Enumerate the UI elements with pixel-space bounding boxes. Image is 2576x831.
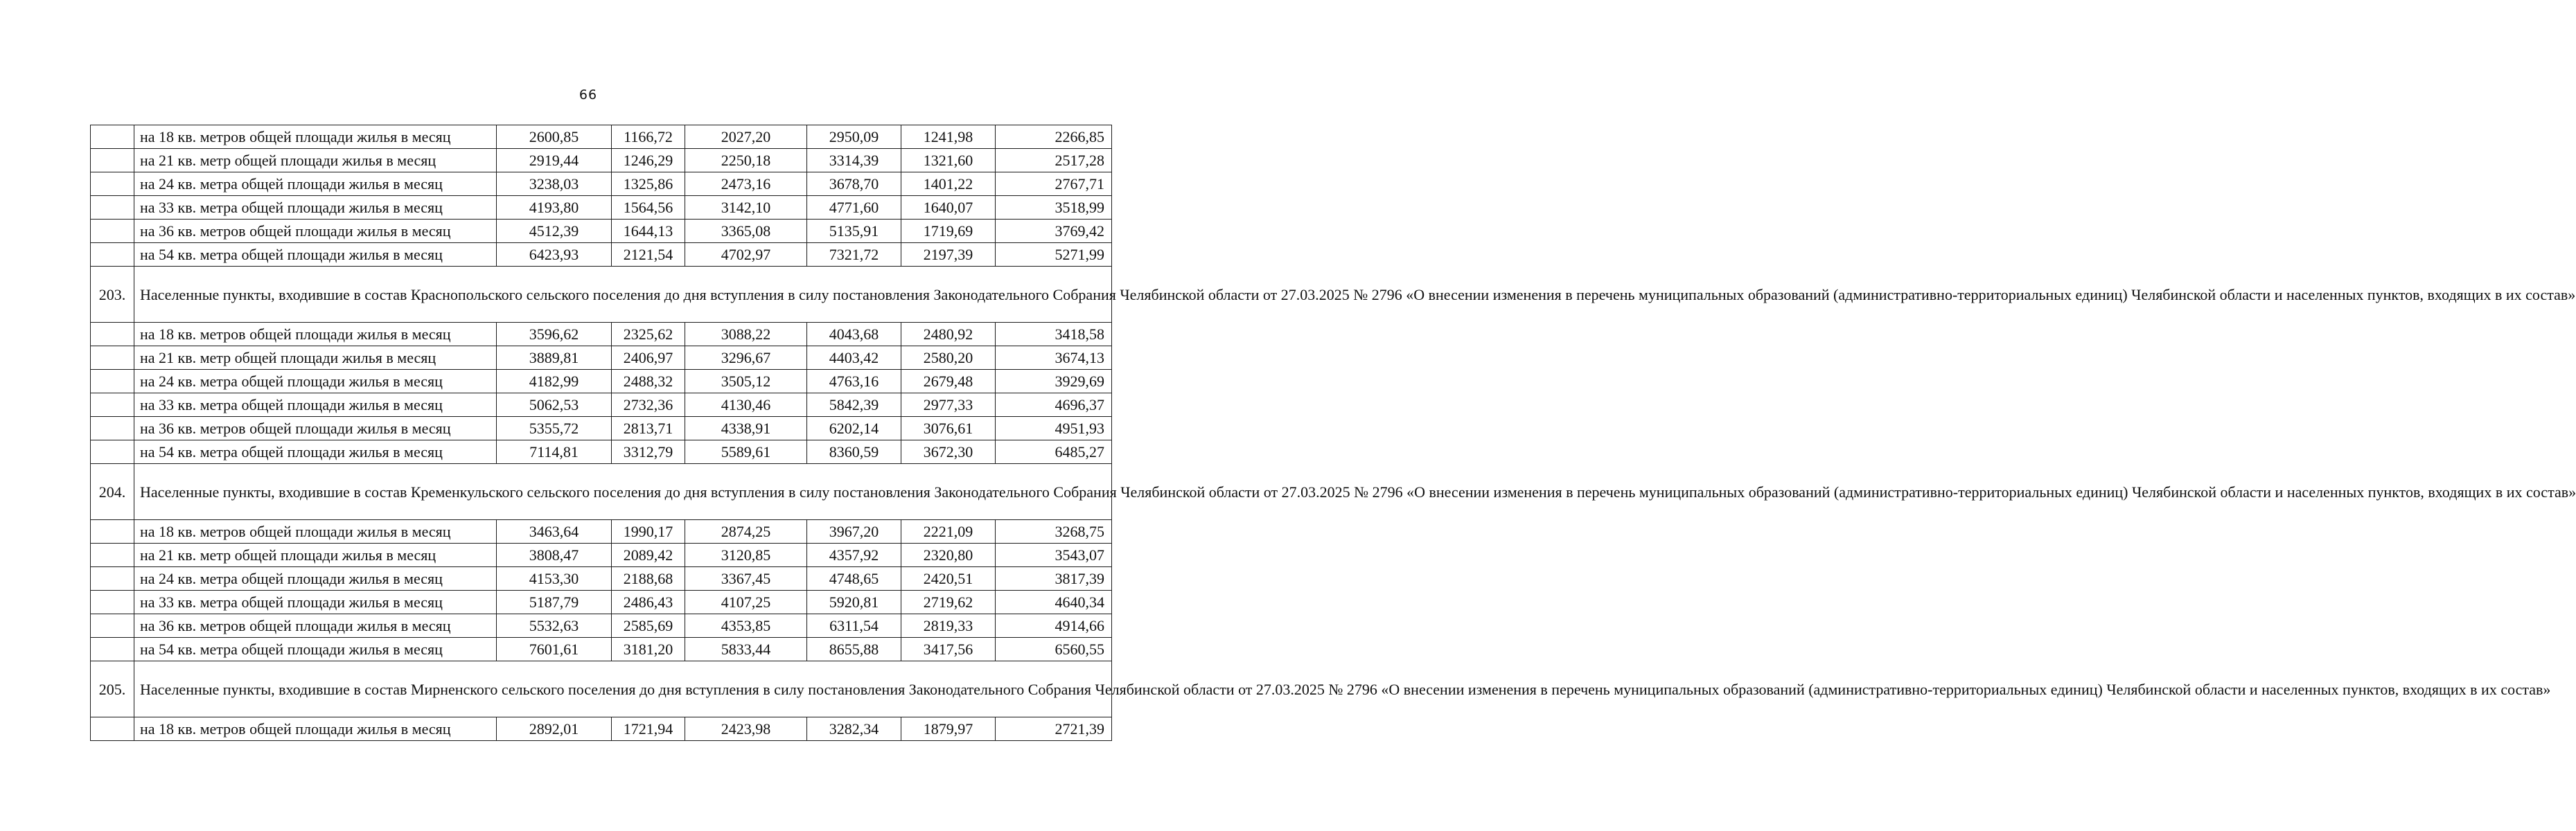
- value-cell: 6423,93: [497, 243, 612, 267]
- value-cell: 3088,22: [685, 323, 807, 346]
- value-cell: 5842,39: [807, 393, 901, 417]
- value-cell: 3518,99: [996, 196, 1112, 220]
- section-title: Населенные пункты, входившие в состав Краснопольского сельского поселения до дня вступления в силу постановления Законодательного Собрания Челябинской области от 27.03.2025 № 2796 «О внесении изменения в перечень муниципальных образований (административно-территориальных единиц) Челябинской области и населенных пунктов, входящих в их состав»: [134, 267, 1112, 323]
- value-cell: 4153,30: [497, 567, 612, 591]
- value-cell: 6485,27: [996, 440, 1112, 464]
- row-number-cell: [91, 614, 134, 638]
- value-cell: 5589,61: [685, 440, 807, 464]
- value-cell: 2488,32: [612, 370, 685, 393]
- rates-table-body: [91, 125, 2576, 741]
- row-number-cell: [91, 243, 134, 267]
- value-cell: 6202,14: [807, 417, 901, 440]
- value-cell: 2325,62: [612, 323, 685, 346]
- value-cell: 2188,68: [612, 567, 685, 591]
- value-cell: 2027,20: [685, 125, 807, 149]
- table-row: [91, 417, 1112, 440]
- value-cell: 3817,39: [996, 567, 1112, 591]
- value-cell: 5062,53: [497, 393, 612, 417]
- value-cell: 2221,09: [901, 520, 996, 544]
- value-cell: 3120,85: [685, 544, 807, 567]
- value-cell: 1721,94: [612, 717, 685, 741]
- table-row: [91, 346, 1112, 370]
- value-cell: 6311,54: [807, 614, 901, 638]
- table-row: [91, 567, 1112, 591]
- value-cell: 2732,36: [612, 393, 685, 417]
- table-row: [91, 544, 1112, 567]
- row-label: на 18 кв. метров общей площади жилья в месяц: [134, 717, 497, 741]
- value-cell: 5833,44: [685, 638, 807, 661]
- value-cell: 2089,42: [612, 544, 685, 567]
- value-cell: 5355,72: [497, 417, 612, 440]
- value-cell: 3808,47: [497, 544, 612, 567]
- table-row: [91, 638, 1112, 661]
- value-cell: 3312,79: [612, 440, 685, 464]
- row-number-cell: [91, 591, 134, 614]
- value-cell: 3674,13: [996, 346, 1112, 370]
- value-cell: 5920,81: [807, 591, 901, 614]
- section-number: 203.: [91, 267, 134, 323]
- value-cell: 3769,42: [996, 220, 1112, 243]
- row-number-cell: [91, 567, 134, 591]
- value-cell: 3417,56: [901, 638, 996, 661]
- value-cell: 5135,91: [807, 220, 901, 243]
- section-header-row: [91, 464, 1112, 520]
- value-cell: 2679,48: [901, 370, 996, 393]
- value-cell: 3314,39: [807, 149, 901, 172]
- row-label: на 33 кв. метра общей площади жилья в месяц: [134, 196, 497, 220]
- table-row: [91, 172, 1112, 196]
- row-number-cell: [91, 323, 134, 346]
- row-number-cell: [91, 393, 134, 417]
- value-cell: 4763,16: [807, 370, 901, 393]
- value-cell: 2420,51: [901, 567, 996, 591]
- value-cell: 1879,97: [901, 717, 996, 741]
- value-cell: 5532,63: [497, 614, 612, 638]
- value-cell: 3282,34: [807, 717, 901, 741]
- row-number-cell: [91, 220, 134, 243]
- row-label: на 54 кв. метра общей площади жилья в месяц: [134, 440, 497, 464]
- value-cell: 2406,97: [612, 346, 685, 370]
- value-cell: 3543,07: [996, 544, 1112, 567]
- value-cell: 2473,16: [685, 172, 807, 196]
- value-cell: 4951,93: [996, 417, 1112, 440]
- value-cell: 2266,85: [996, 125, 1112, 149]
- row-label: на 36 кв. метров общей площади жилья в месяц: [134, 614, 497, 638]
- row-number-cell: [91, 520, 134, 544]
- value-cell: 5187,79: [497, 591, 612, 614]
- value-cell: 4107,25: [685, 591, 807, 614]
- row-number-cell: [91, 544, 134, 567]
- value-cell: 4771,60: [807, 196, 901, 220]
- table-row: [91, 370, 1112, 393]
- row-label: на 21 кв. метр общей площади жилья в месяц: [134, 544, 497, 567]
- table-row: [91, 440, 1112, 464]
- value-cell: 3678,70: [807, 172, 901, 196]
- value-cell: 2423,98: [685, 717, 807, 741]
- row-number-cell: [91, 417, 134, 440]
- row-label: на 54 кв. метра общей площади жилья в месяц: [134, 638, 497, 661]
- value-cell: 3181,20: [612, 638, 685, 661]
- row-number-cell: [91, 149, 134, 172]
- value-cell: 8655,88: [807, 638, 901, 661]
- row-label: на 21 кв. метр общей площади жилья в месяц: [134, 346, 497, 370]
- section-header-row: [91, 267, 1112, 323]
- value-cell: 2480,92: [901, 323, 996, 346]
- value-cell: 2919,44: [497, 149, 612, 172]
- value-cell: 2320,80: [901, 544, 996, 567]
- value-cell: 3596,62: [497, 323, 612, 346]
- value-cell: 3365,08: [685, 220, 807, 243]
- value-cell: 2721,39: [996, 717, 1112, 741]
- value-cell: 1321,60: [901, 149, 996, 172]
- row-label: на 24 кв. метра общей площади жилья в месяц: [134, 567, 497, 591]
- value-cell: 4403,42: [807, 346, 901, 370]
- value-cell: 4914,66: [996, 614, 1112, 638]
- table-row: [91, 125, 1112, 149]
- value-cell: 8360,59: [807, 440, 901, 464]
- value-cell: 4748,65: [807, 567, 901, 591]
- value-cell: 1719,69: [901, 220, 996, 243]
- value-cell: 6560,55: [996, 638, 1112, 661]
- value-cell: 1325,86: [612, 172, 685, 196]
- rates-table: [90, 125, 2576, 741]
- value-cell: 4640,34: [996, 591, 1112, 614]
- value-cell: 3889,81: [497, 346, 612, 370]
- value-cell: 2977,33: [901, 393, 996, 417]
- value-cell: 3238,03: [497, 172, 612, 196]
- value-cell: 7114,81: [497, 440, 612, 464]
- value-cell: 2250,18: [685, 149, 807, 172]
- section-number: 205.: [91, 661, 134, 717]
- table-row: [91, 717, 1112, 741]
- value-cell: 2892,01: [497, 717, 612, 741]
- row-label: на 36 кв. метров общей площади жилья в месяц: [134, 417, 497, 440]
- row-label: на 24 кв. метра общей площади жилья в месяц: [134, 370, 497, 393]
- row-label: на 21 кв. метр общей площади жилья в месяц: [134, 149, 497, 172]
- value-cell: 3967,20: [807, 520, 901, 544]
- value-cell: 3296,67: [685, 346, 807, 370]
- table-row: [91, 393, 1112, 417]
- value-cell: 4696,37: [996, 393, 1112, 417]
- value-cell: 2950,09: [807, 125, 901, 149]
- row-number-cell: [91, 346, 134, 370]
- value-cell: 3268,75: [996, 520, 1112, 544]
- value-cell: 1401,22: [901, 172, 996, 196]
- value-cell: 2486,43: [612, 591, 685, 614]
- value-cell: 4130,46: [685, 393, 807, 417]
- row-label: на 54 кв. метра общей площади жилья в месяц: [134, 243, 497, 267]
- value-cell: 3929,69: [996, 370, 1112, 393]
- value-cell: 2121,54: [612, 243, 685, 267]
- table-row: [91, 614, 1112, 638]
- value-cell: 4357,92: [807, 544, 901, 567]
- row-label: на 33 кв. метра общей площади жилья в месяц: [134, 591, 497, 614]
- row-label: на 18 кв. метров общей площади жилья в месяц: [134, 125, 497, 149]
- value-cell: 2600,85: [497, 125, 612, 149]
- value-cell: 2517,28: [996, 149, 1112, 172]
- row-number-cell: [91, 172, 134, 196]
- value-cell: 3076,61: [901, 417, 996, 440]
- section-title: Населенные пункты, входившие в состав Мирненского сельского поселения до дня вступления в силу постановления Законодательного Собрания Челябинской области от 27.03.2025 № 2796 «О внесении изменения в перечень муниципальных образований (административно-территориальных единиц) Челябинской области и населенных пунктов, входящих в их состав»: [134, 661, 1112, 717]
- value-cell: 3142,10: [685, 196, 807, 220]
- row-label: на 33 кв. метра общей площади жилья в месяц: [134, 393, 497, 417]
- value-cell: 2819,33: [901, 614, 996, 638]
- value-cell: 7601,61: [497, 638, 612, 661]
- page-number: 66: [579, 87, 598, 102]
- table-row: [91, 243, 1112, 267]
- value-cell: 1246,29: [612, 149, 685, 172]
- value-cell: 2767,71: [996, 172, 1112, 196]
- value-cell: 2719,62: [901, 591, 996, 614]
- value-cell: 1990,17: [612, 520, 685, 544]
- value-cell: 3463,64: [497, 520, 612, 544]
- table-row: [91, 196, 1112, 220]
- value-cell: 5271,99: [996, 243, 1112, 267]
- row-label: на 18 кв. метров общей площади жилья в месяц: [134, 520, 497, 544]
- value-cell: 3672,30: [901, 440, 996, 464]
- value-cell: 4702,97: [685, 243, 807, 267]
- row-label: на 24 кв. метра общей площади жилья в месяц: [134, 172, 497, 196]
- row-number-cell: [91, 638, 134, 661]
- value-cell: 7321,72: [807, 243, 901, 267]
- value-cell: 1564,56: [612, 196, 685, 220]
- value-cell: 3505,12: [685, 370, 807, 393]
- value-cell: 4193,80: [497, 196, 612, 220]
- table-row: [91, 149, 1112, 172]
- row-number-cell: [91, 125, 134, 149]
- table-row: [91, 520, 1112, 544]
- value-cell: 4338,91: [685, 417, 807, 440]
- value-cell: 3367,45: [685, 567, 807, 591]
- value-cell: 1644,13: [612, 220, 685, 243]
- row-number-cell: [91, 440, 134, 464]
- value-cell: 1166,72: [612, 125, 685, 149]
- value-cell: 2585,69: [612, 614, 685, 638]
- section-title: Населенные пункты, входившие в состав Кременкульского сельского поселения до дня вступления в силу постановления Законодательного Собрания Челябинской области от 27.03.2025 № 2796 «О внесении изменения в перечень муниципальных образований (административно-территориальных единиц) Челябинской области и населенных пунктов, входящих в их состав»: [134, 464, 1112, 520]
- value-cell: 1241,98: [901, 125, 996, 149]
- value-cell: 4182,99: [497, 370, 612, 393]
- section-header-row: [91, 661, 1112, 717]
- row-number-cell: [91, 370, 134, 393]
- value-cell: 2197,39: [901, 243, 996, 267]
- value-cell: 4512,39: [497, 220, 612, 243]
- value-cell: 2874,25: [685, 520, 807, 544]
- section-number: 204.: [91, 464, 134, 520]
- table-row: [91, 323, 1112, 346]
- row-label: на 18 кв. метров общей площади жилья в месяц: [134, 323, 497, 346]
- value-cell: 2813,71: [612, 417, 685, 440]
- value-cell: 4353,85: [685, 614, 807, 638]
- value-cell: 1640,07: [901, 196, 996, 220]
- row-number-cell: [91, 196, 134, 220]
- value-cell: 2580,20: [901, 346, 996, 370]
- row-number-cell: [91, 717, 134, 741]
- row-label: на 36 кв. метров общей площади жилья в месяц: [134, 220, 497, 243]
- table-row: [91, 220, 1112, 243]
- value-cell: 3418,58: [996, 323, 1112, 346]
- value-cell: 4043,68: [807, 323, 901, 346]
- table-row: [91, 591, 1112, 614]
